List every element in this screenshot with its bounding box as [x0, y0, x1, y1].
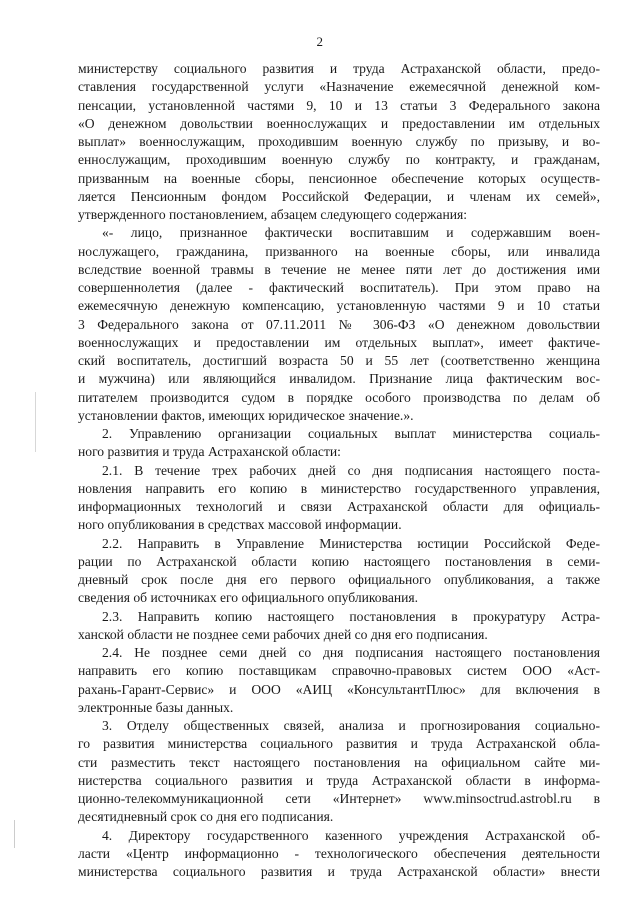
text-line: направить его копию поставщикам справочно-правовых систем ООО «Аст-: [78, 663, 600, 679]
text-line: рации по Астраханской области копию настоящего постановления в семи-: [78, 553, 600, 569]
text-line: еннослужащим, проходившим военную службу по контракту, и гражданам,: [78, 152, 600, 168]
text-line: сведения об источниках его официального опубликования.: [78, 590, 419, 606]
text-line: пенсации, установленной частями 9, 10 и 13 статьи 3 Федерального закона: [78, 97, 600, 113]
text-line: министерству социального развития и труда Астраханской области, предо-: [78, 61, 600, 76]
text-line: 3. Отделу общественных связей, анализа и прогнозирования социально-: [102, 718, 600, 733]
text-line: ляется Пенсионным фондом Российской Федерации, и членам их семей»,: [78, 188, 600, 204]
text-line: электронные базы данных.: [78, 699, 234, 715]
document-body: [78, 60, 600, 881]
text-line: 3 Федерального закона от 07.11.2011 № 306-ФЗ «О денежном довольствии: [78, 316, 600, 332]
text-line: совершеннолетия (далее - фактический воспитатель). При этом право на: [78, 280, 600, 295]
text-line: питателем производится судом в порядке особого производства по делам об: [78, 389, 600, 405]
text-line: установлении фактов, имеющих юридическое значение.».: [78, 407, 414, 423]
text-line: министерства социального развития и труда Астраханской области» внести: [78, 864, 600, 879]
scan-artifact: [35, 392, 36, 452]
text-line: дневный срок после дня его первого официального опубликования, а также: [78, 572, 600, 587]
text-line: вследствие военной травмы в течение не менее пяти лет до достижения ими: [78, 261, 600, 277]
text-line: ного опубликования в средствах массовой информации.: [78, 517, 402, 533]
text-line: военнослужащих и предоставлении им отдельных выплат», имеет фактиче-: [78, 334, 600, 350]
text-line: утвержденного постановлением, абзацем следующего содержания:: [78, 207, 468, 222]
text-line: выплат» военнослужащим, проходившим военную службу по призыву, и во-: [78, 134, 600, 149]
text-line: информационных технологий и связи Астраханской области для официаль-: [78, 499, 600, 514]
text-line: ласти «Центр информационно - технологического обеспечения деятельности: [78, 845, 600, 861]
text-line: призванным на военные сборы, пенсионное обеспечение которых осуществ-: [78, 170, 600, 186]
text-line: и мужчина) или являющийся инвалидом. Признание лица фактическим вос-: [78, 371, 600, 387]
text-line: десятидневный срок со дня его подписания.: [78, 809, 334, 825]
text-line: ежемесячную денежную компенсацию, установленную частями 9 и 10 статьи: [78, 298, 600, 314]
text-line: рахань-Гарант-Сервис» и ООО «АИЦ «КонсультантПлюс» для включения в: [78, 681, 600, 697]
scan-artifact: [14, 820, 15, 848]
text-line: ханской области не позднее семи рабочих дней со дня его подписания.: [78, 626, 488, 642]
text-line: «- лицо, признанное фактически воспитавшим и содержавшим воен-: [102, 225, 600, 241]
text-line: ский воспитатель, достигший возраста 50 и 55 лет (соответственно женщина: [78, 353, 600, 368]
text-line: нослужащего, гражданина, призванного на военные сборы, или инвалида: [78, 243, 600, 259]
text-line: «О денежном довольствии военнослужащих и предоставлении им отдельных: [78, 115, 600, 131]
text-line: 2. Управлению организации социальных выплат министерства социаль-: [102, 426, 600, 441]
text-line: ционно-телекоммуникационной сети «Интернет» www.minsoctrud.astrobl.ru в: [78, 791, 600, 806]
text-line: 2.2. Направить в Управление Министерства юстиции Российской Феде-: [102, 535, 600, 551]
text-line: ного развития и труда Астраханской области:: [78, 444, 341, 460]
text-line: 2.4. Не позднее семи дней со дня подписания настоящего постановления: [102, 645, 600, 660]
text-line: ставления государственной услуги «Назначение ежемесячной денежной ком-: [78, 79, 600, 95]
text-line: 2.3. Направить копию настоящего постановления в прокуратуру Астра-: [102, 608, 600, 624]
text-line: сти разместить текст настоящего постановления на официальном сайте ми-: [78, 754, 600, 770]
text-line: 2.1. В течение трех рабочих дней со дня подписания настоящего поста-: [102, 462, 600, 478]
page-number: 2: [316, 34, 324, 49]
text-line: нистерства социального развития и труда Астраханской области в информа-: [78, 772, 600, 788]
text-line: 4. Директору государственного казенного учреждения Астраханской об-: [102, 827, 600, 843]
text-line: го развития министерства социального развития и труда Астраханской обла-: [78, 736, 600, 752]
text-line: новления направить его копию в министерство государственного управления,: [78, 480, 600, 496]
